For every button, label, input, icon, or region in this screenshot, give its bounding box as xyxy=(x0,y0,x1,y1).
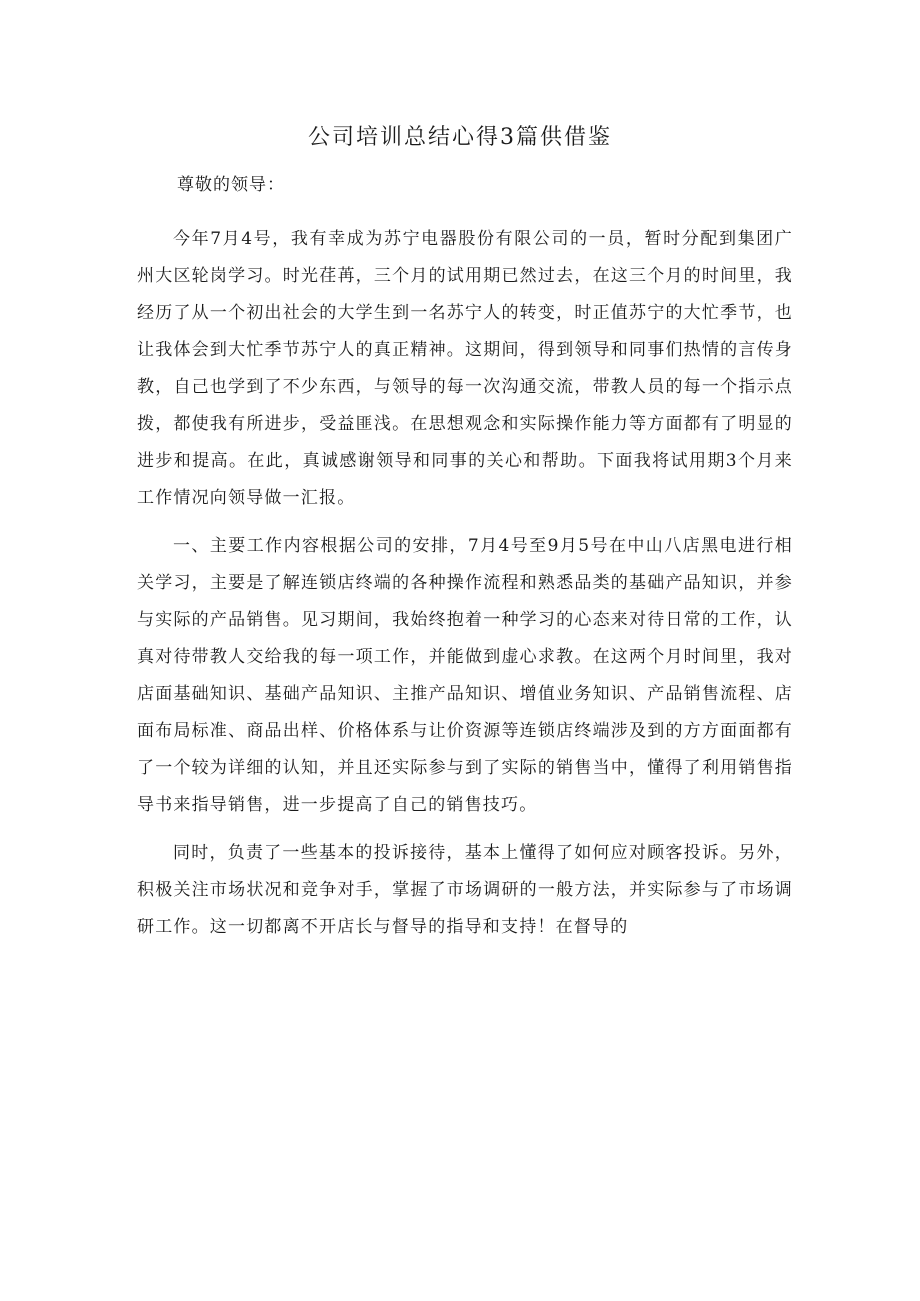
document-title: 公司培训总结心得3篇供借鉴 xyxy=(308,125,612,150)
paragraph-intro: 今年7月4号，我有幸成为苏宁电器股份有限公司的一员，暂时分配到集团广州大区轮岗学习。时光荏苒，三个月的试用期已然过去，在这三个月的时间里，我经历了从一个初出社会的大学生到一名苏宁人的转变，时正值苏宁的大忙季节，也让我体会到大忙季节苏宁人的真正精神。这期间，得到领导和同事们热情的言传身教，自己也学到了不少东西，与领导的每一次沟通交流，带教人员的每一个指示点拨，都使我有所进步，受益匪浅。在思想观念和实际操作能力等方面都有了明显的进步和提高。在此，真诚感谢领导和同事的关心和帮助。下面我将试用期3个月来工作情况向领导做一汇报。 xyxy=(137,229,793,508)
paragraph-complaints: 同时，负责了一些基本的投诉接待，基本上懂得了如何应对顾客投诉。另外，积极关注市场状况和竞争对手，掌握了市场调研的一般方法，并实际参与了市场调研工作。这一切都离不开店长与督导的指导和支持！在督导的 xyxy=(137,843,793,937)
paragraph-main-work: 一、主要工作内容根据公司的安排，7月4号至9月5号在中山八店黑电进行相关学习，主要是了解连锁店终端的各种操作流程和熟悉品类的基础产品知识，并参与实际的产品销售。见习期间，我始终抱着一种学习的心态来对待日常的工作，认真对待带教人交给我的每一项工作，并能做到虚心求教。在这两个月时间里，我对店面基础知识、基础产品知识、主推产品知识、增值业务知识、产品销售流程、店面布局标准、商品出样、价格体系与让价资源等连锁店终端涉及到的方方面面都有了一个较为详细的认知，并且还实际参与到了实际的销售当中，懂得了利用销售指导书来指导销售，进一步提高了自己的销售技巧。 xyxy=(137,536,793,815)
salutation: 尊敬的领导： xyxy=(177,175,285,195)
document-body xyxy=(137,221,793,957)
